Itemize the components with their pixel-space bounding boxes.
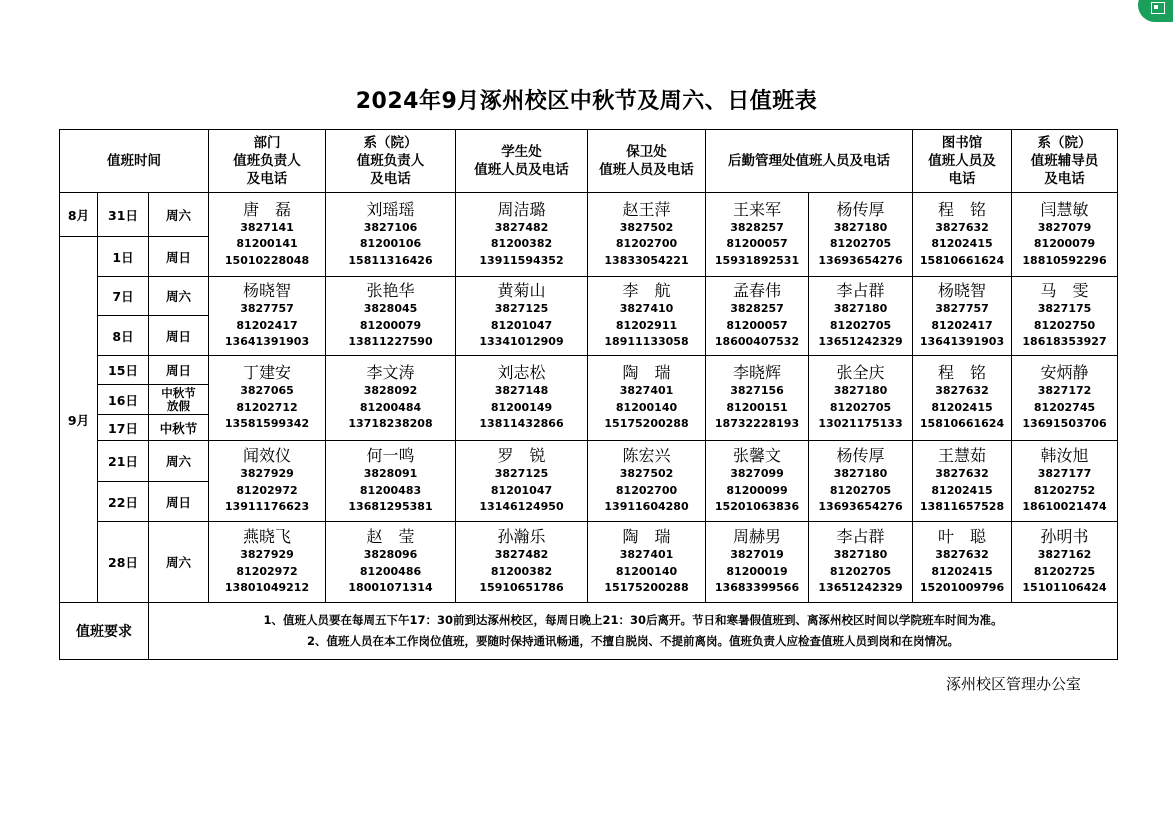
person-name: 安炳静 bbox=[1040, 363, 1089, 383]
person-cell bbox=[209, 441, 326, 522]
date-cell: 15日 bbox=[98, 356, 149, 385]
person-name: 刘瑶瑶 bbox=[366, 199, 415, 219]
header-library: 图书馆 值班人员及 电话 bbox=[913, 130, 1012, 193]
person-cell bbox=[326, 356, 456, 441]
phone-number: 81200140 bbox=[615, 564, 678, 578]
phone-number: 3827401 bbox=[619, 548, 674, 562]
weekday-cell: 周日 bbox=[149, 237, 209, 277]
phone-number: 13641391903 bbox=[919, 335, 1005, 349]
date-cell: 8日 bbox=[98, 316, 149, 356]
weekday-cell: 周日 bbox=[149, 482, 209, 522]
person-name: 杨晓智 bbox=[938, 281, 987, 301]
phone-number: 15810661624 bbox=[919, 253, 1005, 267]
person-name: 李 航 bbox=[622, 281, 671, 301]
person-cell bbox=[209, 277, 326, 356]
phone-number: 13911594352 bbox=[479, 253, 564, 267]
phone-number: 81202705 bbox=[829, 483, 892, 497]
person-cell bbox=[1012, 522, 1118, 603]
person-name: 周赫男 bbox=[733, 527, 782, 547]
phone-number: 3827929 bbox=[240, 548, 294, 562]
phone-number: 3827180 bbox=[833, 302, 888, 316]
table-row bbox=[60, 441, 1118, 482]
phone-number: 3827162 bbox=[1037, 548, 1092, 562]
phone-number: 3827180 bbox=[833, 384, 888, 398]
person-name: 张馨文 bbox=[733, 446, 782, 466]
phone-number: 81202415 bbox=[931, 400, 993, 414]
phone-number: 81200382 bbox=[490, 564, 553, 578]
corner-app-widget[interactable] bbox=[1138, 0, 1173, 22]
phone-number: 81200019 bbox=[726, 564, 788, 578]
phone-number: 3827632 bbox=[935, 220, 989, 234]
weekday-cell: 周六 bbox=[149, 193, 209, 237]
weekday-cell: 中秋节放假 bbox=[149, 385, 209, 415]
phone-number: 3827180 bbox=[833, 220, 888, 234]
weekday-cell: 周日 bbox=[149, 316, 209, 356]
person-name: 赵王萍 bbox=[622, 199, 671, 219]
phone-number: 13911604280 bbox=[604, 500, 689, 514]
date-cell: 1日 bbox=[98, 237, 149, 277]
person-cell bbox=[588, 441, 706, 522]
person-name: 孙瀚乐 bbox=[497, 527, 546, 547]
person-cell bbox=[913, 441, 1012, 522]
person-cell bbox=[706, 193, 809, 277]
phone-number: 3827401 bbox=[619, 384, 674, 398]
phone-number: 81200106 bbox=[359, 237, 422, 251]
phone-number: 3827177 bbox=[1037, 467, 1092, 481]
phone-number: 13693654276 bbox=[818, 253, 903, 267]
person-name: 燕晓飞 bbox=[243, 527, 292, 547]
phone-number: 81202712 bbox=[236, 400, 298, 414]
phone-number: 3827172 bbox=[1037, 384, 1092, 398]
phone-number: 15175200288 bbox=[604, 581, 689, 595]
phone-number: 13651242329 bbox=[818, 335, 903, 349]
header-dept: 部门 值班负责人 及电话 bbox=[209, 130, 326, 193]
requirements-label: 值班要求 bbox=[60, 603, 149, 660]
date-cell: 17日 bbox=[98, 415, 149, 441]
phone-number: 3827019 bbox=[730, 548, 784, 562]
phone-number: 3827632 bbox=[935, 384, 989, 398]
person-name: 韩汝旭 bbox=[1040, 446, 1089, 466]
phone-number: 81202972 bbox=[236, 483, 298, 497]
person-cell bbox=[456, 522, 588, 603]
phone-number: 3828092 bbox=[363, 384, 418, 398]
person-name: 杨晓智 bbox=[243, 281, 292, 301]
phone-number: 3827079 bbox=[1037, 220, 1092, 234]
person-cell bbox=[209, 522, 326, 603]
phone-number: 15810661624 bbox=[919, 417, 1005, 431]
person-name: 杨传厚 bbox=[836, 199, 885, 219]
phone-number: 81200484 bbox=[359, 400, 422, 414]
person-name: 杨传厚 bbox=[836, 446, 885, 466]
phone-number: 18911133058 bbox=[604, 335, 689, 349]
phone-number: 13146124950 bbox=[479, 500, 564, 514]
phone-number: 81202911 bbox=[615, 318, 678, 332]
phone-number: 3827502 bbox=[619, 220, 674, 234]
phone-number: 13021175133 bbox=[818, 417, 903, 431]
phone-number: 15101106424 bbox=[1022, 581, 1107, 595]
person-name: 马 雯 bbox=[1040, 281, 1089, 301]
phone-number: 18600407532 bbox=[714, 335, 800, 349]
phone-number: 13341012909 bbox=[479, 335, 564, 349]
phone-number: 81202752 bbox=[1033, 483, 1096, 497]
date-cell: 22日 bbox=[98, 482, 149, 522]
phone-number: 81200057 bbox=[726, 318, 788, 332]
phone-number: 3827757 bbox=[240, 302, 294, 316]
phone-number: 3827141 bbox=[240, 220, 294, 234]
person-name: 王来军 bbox=[733, 199, 782, 219]
person-cell bbox=[809, 441, 913, 522]
phone-number: 3827929 bbox=[240, 467, 294, 481]
phone-number: 3827125 bbox=[494, 302, 549, 316]
date-cell: 28日 bbox=[98, 522, 149, 603]
phone-number: 3828096 bbox=[363, 548, 418, 562]
person-cell bbox=[456, 441, 588, 522]
phone-number: 13718238208 bbox=[348, 417, 433, 431]
person-cell bbox=[1012, 193, 1118, 277]
phone-number: 3827156 bbox=[730, 384, 784, 398]
phone-number: 3827502 bbox=[619, 467, 674, 481]
requirements-row bbox=[60, 603, 1118, 660]
phone-number: 81202705 bbox=[829, 564, 892, 578]
person-cell bbox=[588, 356, 706, 441]
phone-number: 81200057 bbox=[726, 237, 788, 251]
header-security-office: 保卫处 值班人员及电话 bbox=[588, 130, 706, 193]
phone-number: 81200079 bbox=[359, 318, 422, 332]
person-cell bbox=[456, 356, 588, 441]
person-cell bbox=[1012, 356, 1118, 441]
phone-number: 13693654276 bbox=[818, 500, 903, 514]
phone-number: 18618353927 bbox=[1022, 335, 1107, 349]
person-name: 周洁璐 bbox=[497, 199, 546, 219]
phone-number: 81202700 bbox=[615, 237, 678, 251]
phone-number: 81200382 bbox=[490, 237, 553, 251]
phone-number: 3827065 bbox=[240, 384, 294, 398]
person-name: 陶 瑞 bbox=[622, 363, 671, 383]
phone-number: 81202417 bbox=[236, 318, 298, 332]
phone-number: 3828091 bbox=[363, 467, 418, 481]
person-cell bbox=[809, 522, 913, 603]
table-row bbox=[60, 193, 1118, 237]
phone-number: 15910651786 bbox=[479, 581, 564, 595]
phone-number: 81200151 bbox=[726, 400, 788, 414]
phone-number: 13811657528 bbox=[919, 500, 1005, 514]
person-name: 刘志松 bbox=[497, 363, 546, 383]
weekday-cell: 周六 bbox=[149, 277, 209, 316]
phone-number: 3827482 bbox=[494, 220, 549, 234]
person-name: 李占群 bbox=[836, 281, 885, 301]
phone-number: 13683399566 bbox=[714, 581, 800, 595]
person-name: 孟春伟 bbox=[733, 281, 782, 301]
phone-number: 81202415 bbox=[931, 237, 993, 251]
phone-number: 3828045 bbox=[363, 302, 418, 316]
phone-number: 81200099 bbox=[726, 483, 788, 497]
phone-number: 18001071314 bbox=[348, 581, 433, 595]
table-row bbox=[60, 522, 1118, 603]
phone-number: 3827148 bbox=[494, 384, 549, 398]
grid-icon bbox=[1151, 2, 1165, 14]
person-cell bbox=[326, 522, 456, 603]
header-logistics: 后勤管理处值班人员及电话 bbox=[706, 130, 913, 193]
phone-number: 81200079 bbox=[1033, 237, 1096, 251]
person-cell bbox=[706, 356, 809, 441]
phone-number: 13811432866 bbox=[479, 417, 564, 431]
phone-number: 13581599342 bbox=[224, 417, 310, 431]
phone-number: 3828257 bbox=[730, 220, 784, 234]
header-row bbox=[60, 130, 1118, 193]
person-name: 陈宏兴 bbox=[622, 446, 671, 466]
person-cell bbox=[913, 193, 1012, 277]
person-cell bbox=[809, 193, 913, 277]
person-name: 孙明书 bbox=[1040, 527, 1089, 547]
person-name: 程 铭 bbox=[938, 363, 987, 383]
phone-number: 13811227590 bbox=[348, 335, 433, 349]
phone-number: 15201009796 bbox=[919, 581, 1005, 595]
person-cell bbox=[809, 356, 913, 441]
person-cell bbox=[913, 522, 1012, 603]
weekday-cell: 中秋节 bbox=[149, 415, 209, 441]
person-cell bbox=[456, 193, 588, 277]
requirement-line: 2、值班人员在本工作岗位值班，要随时保持通讯畅通，不擅自脱岗、不提前离岗。值班负责人应检查值班人员到岗和在岗情况。 bbox=[307, 634, 959, 648]
person-name: 赵 莹 bbox=[366, 527, 415, 547]
phone-number: 81200483 bbox=[359, 483, 422, 497]
person-name: 陶 瑞 bbox=[622, 527, 671, 547]
person-cell bbox=[1012, 441, 1118, 522]
date-cell: 21日 bbox=[98, 441, 149, 482]
phone-number: 18610021474 bbox=[1022, 500, 1107, 514]
header-counselor: 系（院） 值班辅导员 及电话 bbox=[1012, 130, 1118, 193]
phone-number: 13801049212 bbox=[224, 581, 310, 595]
page-title: 2024年9月涿州校区中秋节及周六、日值班表 bbox=[355, 89, 818, 114]
person-cell bbox=[588, 277, 706, 356]
phone-number: 81202415 bbox=[931, 483, 993, 497]
phone-number: 18732228193 bbox=[714, 417, 800, 431]
date-cell: 31日 bbox=[98, 193, 149, 237]
person-name: 张全庆 bbox=[836, 363, 885, 383]
phone-number: 81202705 bbox=[829, 400, 892, 414]
phone-number: 15201063836 bbox=[714, 500, 800, 514]
phone-number: 81200141 bbox=[236, 237, 298, 251]
phone-number: 13911176623 bbox=[224, 500, 310, 514]
person-name: 王慧茹 bbox=[938, 446, 987, 466]
weekday-cell: 周六 bbox=[149, 522, 209, 603]
phone-number: 81200486 bbox=[359, 564, 422, 578]
phone-number: 3827180 bbox=[833, 467, 888, 481]
person-cell bbox=[913, 277, 1012, 356]
person-cell bbox=[706, 522, 809, 603]
duty-schedule-table bbox=[59, 129, 1118, 660]
person-name: 叶 聪 bbox=[938, 527, 987, 547]
phone-number: 81202745 bbox=[1033, 400, 1096, 414]
phone-number: 81202750 bbox=[1033, 318, 1096, 332]
phone-number: 15175200288 bbox=[604, 417, 689, 431]
phone-number: 81202705 bbox=[829, 237, 892, 251]
person-name: 罗 锐 bbox=[497, 446, 546, 466]
person-cell bbox=[588, 193, 706, 277]
person-name: 李晓辉 bbox=[733, 363, 782, 383]
person-name: 闫慧敏 bbox=[1040, 199, 1089, 219]
phone-number: 81202725 bbox=[1033, 564, 1096, 578]
person-cell bbox=[326, 277, 456, 356]
phone-number: 81200149 bbox=[490, 400, 553, 414]
person-name: 李占群 bbox=[836, 527, 885, 547]
person-cell bbox=[809, 277, 913, 356]
person-cell bbox=[706, 277, 809, 356]
weekday-cell: 周日 bbox=[149, 356, 209, 385]
person-name: 黄菊山 bbox=[497, 281, 546, 301]
phone-number: 81201047 bbox=[490, 318, 553, 332]
header-student-office: 学生处 值班人员及电话 bbox=[456, 130, 588, 193]
person-name: 何一鸣 bbox=[366, 446, 415, 466]
table-row bbox=[60, 277, 1118, 316]
phone-number: 18810592296 bbox=[1022, 253, 1107, 267]
phone-number: 15811316426 bbox=[348, 253, 433, 267]
person-cell bbox=[588, 522, 706, 603]
phone-number: 15931892531 bbox=[714, 253, 800, 267]
person-name: 李文涛 bbox=[366, 363, 415, 383]
requirement-line: 1、值班人员要在每周五下午17：30前到达涿州校区，每周日晚上21：30后离开。节日和寒暑假值班到、离涿州校区时间以学院班车时间为准。 bbox=[263, 613, 1003, 627]
phone-number: 3827099 bbox=[730, 467, 784, 481]
person-cell bbox=[913, 356, 1012, 441]
person-cell bbox=[456, 277, 588, 356]
phone-number: 81202700 bbox=[615, 483, 678, 497]
phone-number: 81201047 bbox=[490, 483, 553, 497]
phone-number: 3827632 bbox=[935, 548, 989, 562]
requirements-text bbox=[149, 603, 1118, 660]
person-name: 张艳华 bbox=[366, 281, 415, 301]
person-name: 闻效仪 bbox=[243, 446, 292, 466]
phone-number: 81202705 bbox=[829, 318, 892, 332]
phone-number: 13641391903 bbox=[224, 335, 310, 349]
phone-number: 81200140 bbox=[615, 400, 678, 414]
phone-number: 15010228048 bbox=[224, 253, 310, 267]
month-aug: 8月 bbox=[60, 193, 98, 237]
phone-number: 13651242329 bbox=[818, 581, 903, 595]
phone-number: 3827180 bbox=[833, 548, 888, 562]
person-cell bbox=[706, 441, 809, 522]
person-cell bbox=[1012, 277, 1118, 356]
phone-number: 3827125 bbox=[494, 467, 549, 481]
issuing-office: 涿州校区管理办公室 bbox=[946, 675, 1082, 693]
phone-number: 81202972 bbox=[236, 564, 298, 578]
date-cell: 16日 bbox=[98, 385, 149, 415]
phone-number: 3827106 bbox=[363, 220, 418, 234]
date-cell: 7日 bbox=[98, 277, 149, 316]
person-cell bbox=[326, 441, 456, 522]
phone-number: 81202415 bbox=[931, 564, 993, 578]
person-name: 程 铭 bbox=[938, 199, 987, 219]
phone-number: 3827410 bbox=[619, 302, 674, 316]
phone-number: 13833054221 bbox=[604, 253, 689, 267]
header-duty-time: 值班时间 bbox=[60, 130, 209, 193]
weekday-cell: 周六 bbox=[149, 441, 209, 482]
phone-number: 3827757 bbox=[935, 302, 989, 316]
month-sep: 9月 bbox=[60, 237, 98, 603]
phone-number: 3828257 bbox=[730, 302, 784, 316]
phone-number: 3827482 bbox=[494, 548, 549, 562]
phone-number: 3827632 bbox=[935, 467, 989, 481]
person-cell bbox=[209, 193, 326, 277]
person-cell bbox=[209, 356, 326, 441]
person-name: 丁建安 bbox=[243, 363, 292, 383]
phone-number: 3827175 bbox=[1037, 302, 1092, 316]
phone-number: 81202417 bbox=[931, 318, 993, 332]
table-row bbox=[60, 356, 1118, 385]
phone-number: 13691503706 bbox=[1022, 417, 1107, 431]
phone-number: 13681295381 bbox=[348, 500, 433, 514]
person-cell bbox=[326, 193, 456, 277]
person-name: 唐 磊 bbox=[243, 199, 292, 219]
header-college: 系（院） 值班负责人 及电话 bbox=[326, 130, 456, 193]
